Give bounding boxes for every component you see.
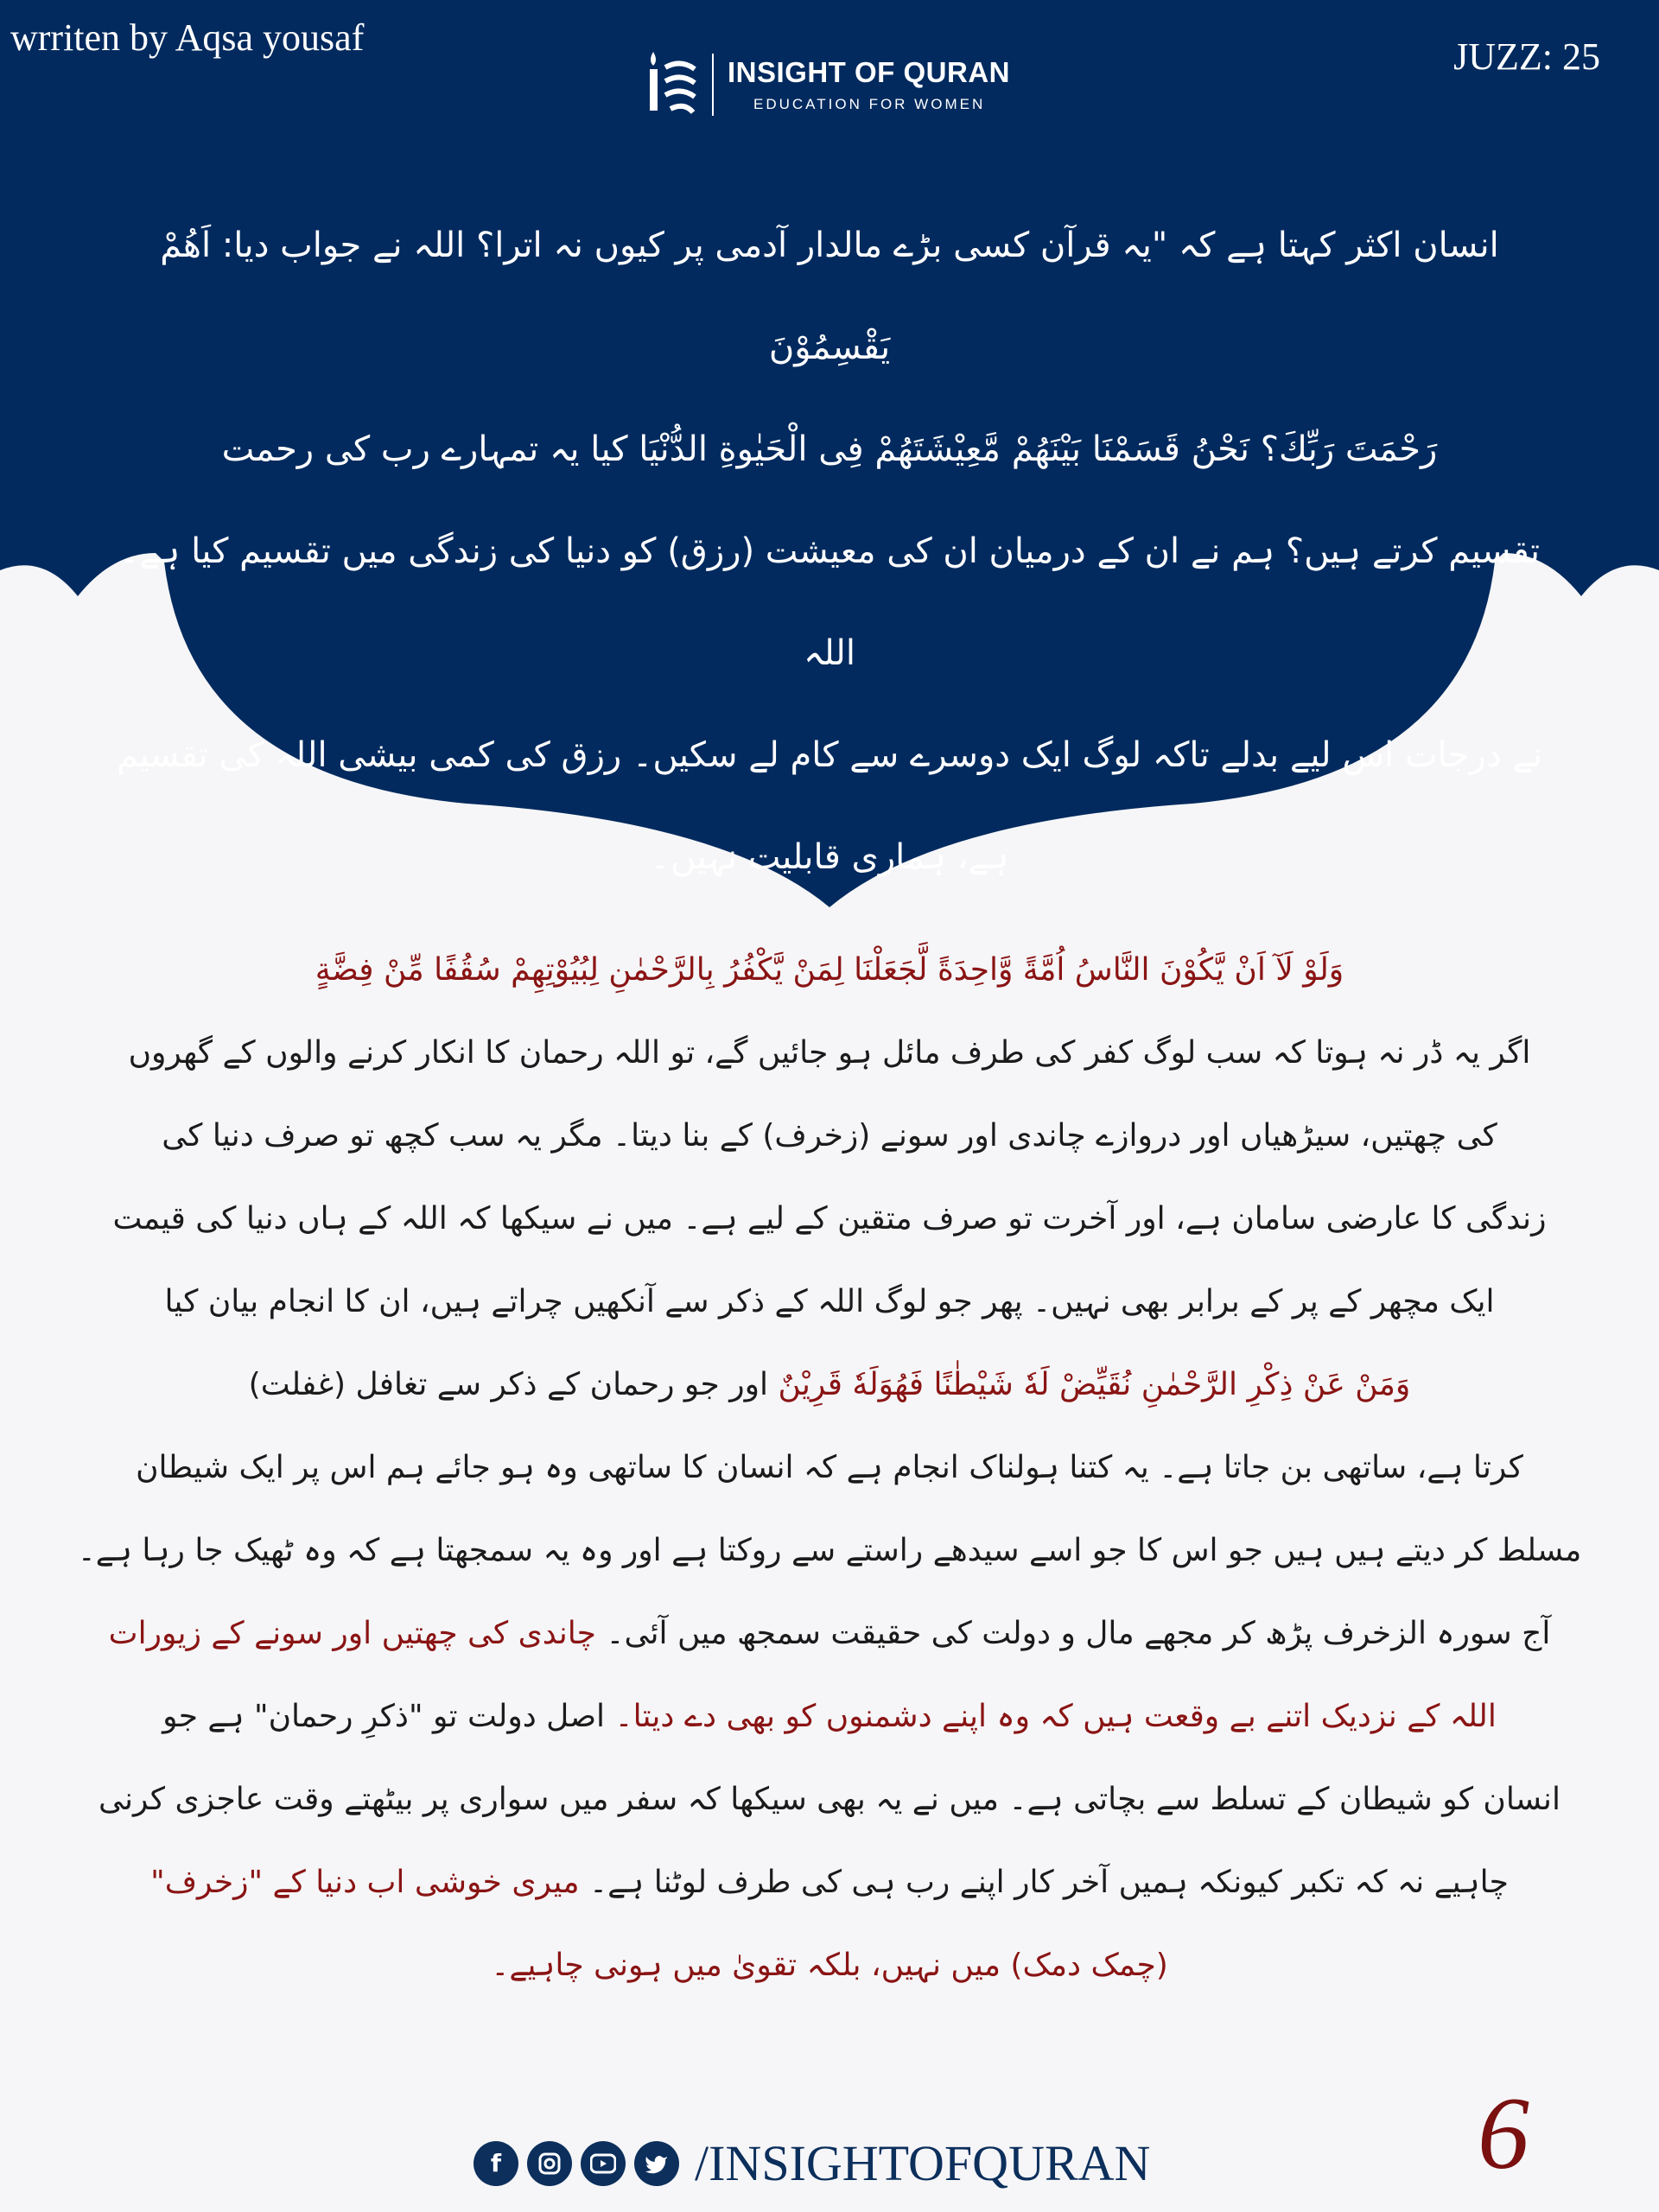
- body-text-line: [52, 1675, 1607, 1758]
- body-paragraph: [52, 929, 1607, 2007]
- body-text-line: [52, 1841, 1607, 1924]
- logo-mark-icon: [646, 50, 698, 119]
- header-paragraph: [95, 194, 1564, 908]
- body-text-line: زندگی کا عارضی سامان ہے، اور آخرت تو صرف متقین کے لیے ہے۔ میں نے سیکھا کہ اللہ کے ہاں دنیا کی قیمت: [112, 1201, 1547, 1236]
- body-text-line: انسان کو شیطان کے تسلط سے بچاتی ہے۔ میں نے یہ بھی سیکھا کہ سفر میں سواری پر بیٹھتے وقت عاجزی کرنی: [99, 1782, 1560, 1817]
- quran-verse-1: وَلَوْ لَآ اَنْ يَّكُوْنَ النَّاسُ اُمَّةً وَّاحِدَةً لَّجَعَلْنَا لِمَنْ يَّكْفُرُ بِالرَّحْمٰنِ لِبُيُوْتِهِمْ سُقُفًا مِّنْ فِضَّةٍ: [315, 952, 1344, 988]
- body-text: چاہیے نہ کہ تکبر کیونکہ ہمیں آخر کار اپنے رب ہی کی طرف لوٹنا ہے۔: [579, 1865, 1509, 1900]
- social-footer: [474, 2134, 1150, 2192]
- body-text-line: کرتا ہے، ساتھی بن جاتا ہے۔ یہ کتنا ہولناک انجام ہے کہ انسان کا ساتھی وہ ہو جائے ہم اس پر ایک شیطان: [136, 1450, 1523, 1485]
- social-handle[interactable]: /INSIGHTOFQURAN: [695, 2135, 1151, 2191]
- body-text-line: [52, 1344, 1607, 1427]
- youtube-icon[interactable]: [581, 2141, 626, 2186]
- body-text-line: مسلط کر دیتے ہیں ہیں جو اس کا جو اسے سیدھے راستے سے روکتا ہے اور وہ یہ سمجھتا ہے کہ وہ ٹھیک جا رہا ہے۔: [77, 1533, 1582, 1568]
- body-text: اصل دولت تو "ذکرِ رحمان" ہے جو: [162, 1699, 615, 1734]
- juzz-label: JUZZ: 25: [1453, 35, 1600, 78]
- body-text-line: [52, 1592, 1607, 1675]
- facebook-icon[interactable]: f: [474, 2141, 518, 2186]
- quran-verse-2: وَمَنْ عَنْ ذِكْرِ الرَّحْمٰنِ نُقَيِّضْ لَهٗ شَيْطٰنًا فَهُوَلَهٗ قَرِيْنٌ: [778, 1367, 1411, 1402]
- header-line-5: ہے، ہماری قابلیت نہیں۔: [650, 837, 1009, 877]
- header-line-1: انسان اکثر کہتا ہے کہ "یہ قرآن کسی بڑے مالدار آدمی پر کیوں نہ اترا؟ اللہ نے جواب دیا: اَهُمْ يَقْسِمُوْنَ: [160, 226, 1499, 367]
- logo-subtitle: EDUCATION FOR WOMEN: [753, 96, 986, 112]
- header-line-3: تقسیم کرتے ہیں؟ ہم نے ان کے درمیان ان کی معیشت (رزق) کو دنیا کی زندگی میں تقسیم کیا ہے۔ اللہ: [119, 531, 1540, 673]
- page-number: 6: [1478, 2075, 1529, 2190]
- highlight-text: اللہ کے نزدیک اتنے بے وقعت ہیں کہ وہ اپنے دشمنوں کو بھی دے دیتا۔: [614, 1699, 1497, 1734]
- body-text-line: اگر یہ ڈر نہ ہوتا کہ سب لوگ کفر کی طرف مائل ہو جائیں گے، تو اللہ رحمان کا انکار کرنے والوں کے گھروں: [128, 1035, 1531, 1071]
- highlight-text: میری خوشی اب دنیا کے "زخرف": [150, 1865, 580, 1900]
- body-text: اور جو رحمان کے ذکر سے تغافل (غفلت): [248, 1367, 779, 1402]
- body-text: آج سورہ الزخرف پڑھ کر مجھے مال و دولت کی حقیقت سمجھ میں آئی۔: [595, 1616, 1551, 1651]
- header-line-4: نے درجات اس لیے بدلے تاکہ لوگ ایک دوسرے سے کام لے سکیں۔ رزق کی کمی بیشی اللہ کی تقسیم: [117, 735, 1542, 775]
- header-line-2: رَحْمَتَ رَبِّكَ؟ نَحْنُ قَسَمْنَا بَيْنَهُمْ مَّعِيْشَتَهُمْ فِى الْحَيٰوةِ الدُّنْيَا کیا یہ تمہارے رب کی رحمت: [221, 429, 1438, 469]
- author-credit: wrriten by Aqsa yousaf: [10, 16, 365, 59]
- body-text-line: ایک مچھر کے پر کے برابر بھی نہیں۔ پھر جو لوگ اللہ کے ذکر سے آنکھیں چراتے ہیں، ان کا انجام بیان کیا: [164, 1284, 1495, 1319]
- logo-divider: [712, 54, 714, 116]
- brand-logo: [646, 50, 1010, 119]
- twitter-icon[interactable]: [634, 2141, 679, 2186]
- body-text-line: کی چھتیں، سیڑھیاں اور دروازے چاندی اور سونے (زخرف) کے بنا دیتا۔ مگر یہ سب کچھ تو صرف دنیا کی: [162, 1118, 1497, 1154]
- highlight-text: چاندی کی چھتیں اور سونے کے زیورات: [108, 1616, 596, 1651]
- highlight-text: (چمک دمک) میں نہیں، بلکہ تقویٰ میں ہونی چاہیے۔: [491, 1948, 1168, 1983]
- logo-title: INSIGHT OF QURAN: [728, 56, 1010, 88]
- instagram-icon[interactable]: [527, 2141, 572, 2186]
